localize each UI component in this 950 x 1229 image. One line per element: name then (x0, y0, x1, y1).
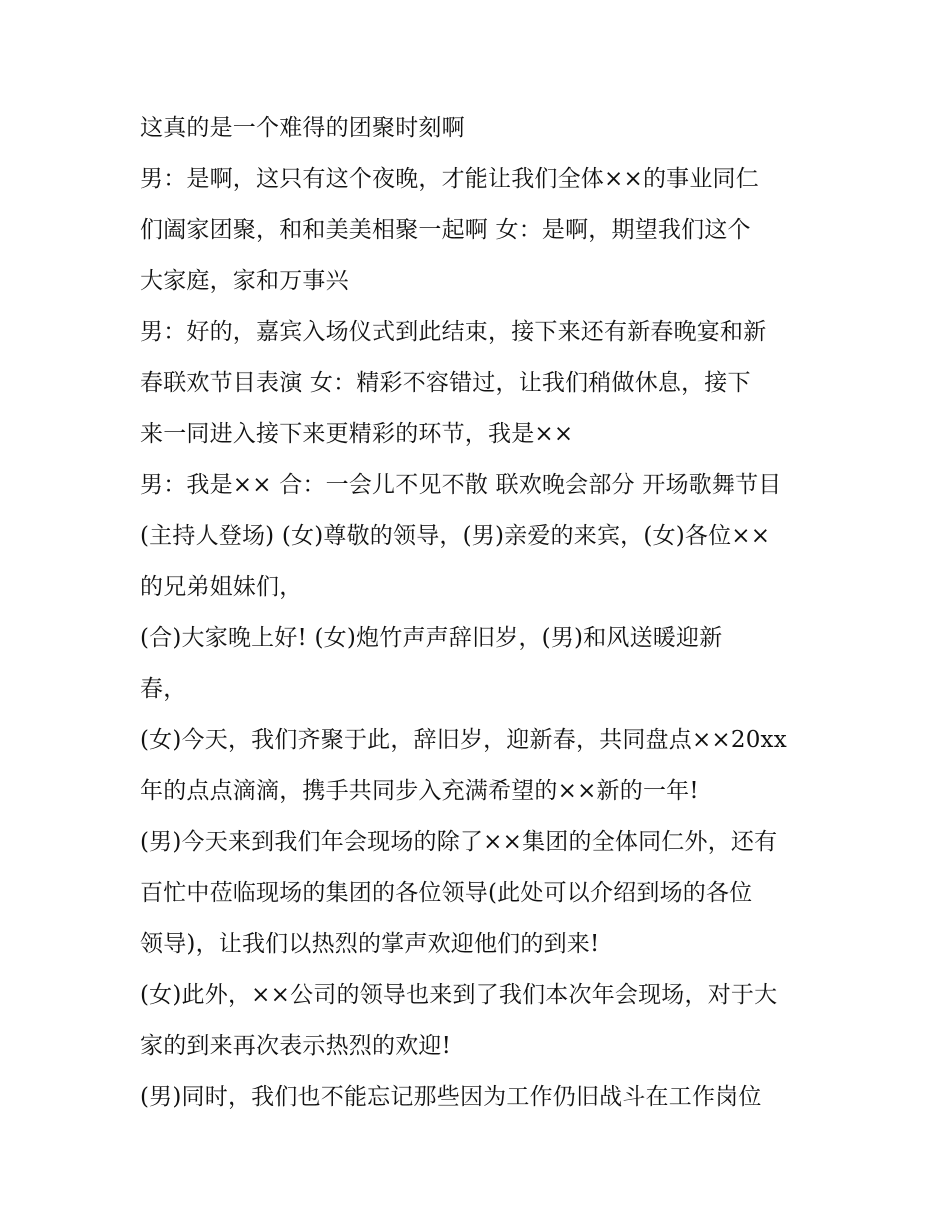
text-line: (男)今天来到我们年会现场的除了××集团的全体同仁外，还有 (140, 829, 778, 855)
text-line: 来一同进入接下来更精彩的环节，我是×× (140, 421, 574, 447)
text-line: 春联欢节目表演 女：精彩不容错过，让我们稍做休息，接下 (140, 370, 751, 396)
text-line: (主持人登场) (女)尊敬的领导，(男)亲爱的来宾，(女)各位×× (140, 523, 771, 549)
text-line: (女)此外，××公司的领导也来到了我们本次年会现场，对于大 (140, 982, 778, 1008)
text-line: 的兄弟姐妹们， (140, 574, 303, 600)
text-line: 男：好的，嘉宾入场仪式到此结束，接下来还有新春晚宴和新 (140, 319, 767, 345)
text-line: 大家庭，家和万事兴 (140, 268, 349, 294)
text-line: 男：是啊，这只有这个夜晚，才能让我们全体××的事业同仁 (140, 166, 759, 192)
text-line: 男：我是×× 合：一会儿不见不散 联欢晚会部分 开场歌舞节目 (140, 472, 782, 498)
text-line: (男)同时，我们也不能忘记那些因为工作仍旧战斗在工作岗位 (140, 1084, 762, 1110)
text-line: 们阖家团聚，和和美美相聚一起啊 女：是啊，期望我们这个 (140, 217, 751, 243)
text-line: (合)大家晚上好! (女)炮竹声声辞旧岁，(男)和风送暖迎新 (140, 625, 723, 651)
text-line: 春， (140, 676, 187, 702)
text-line: 家的到来再次表示热烈的欢迎! (140, 1033, 452, 1059)
text-line: 这真的是一个难得的团聚时刻啊 (140, 115, 465, 141)
text-line: 年的点点滴滴，携手共同步入充满希望的××新的一年! (140, 778, 699, 804)
text-line: 百忙中莅临现场的集团的各位领导(此处可以介绍到场的各位 (140, 880, 753, 906)
text-line: 领导)，让我们以热烈的掌声欢迎他们的到来! (140, 931, 600, 957)
text-line: (女)今天，我们齐聚于此，辞旧岁，迎新春，共同盘点××20xx (140, 727, 787, 753)
